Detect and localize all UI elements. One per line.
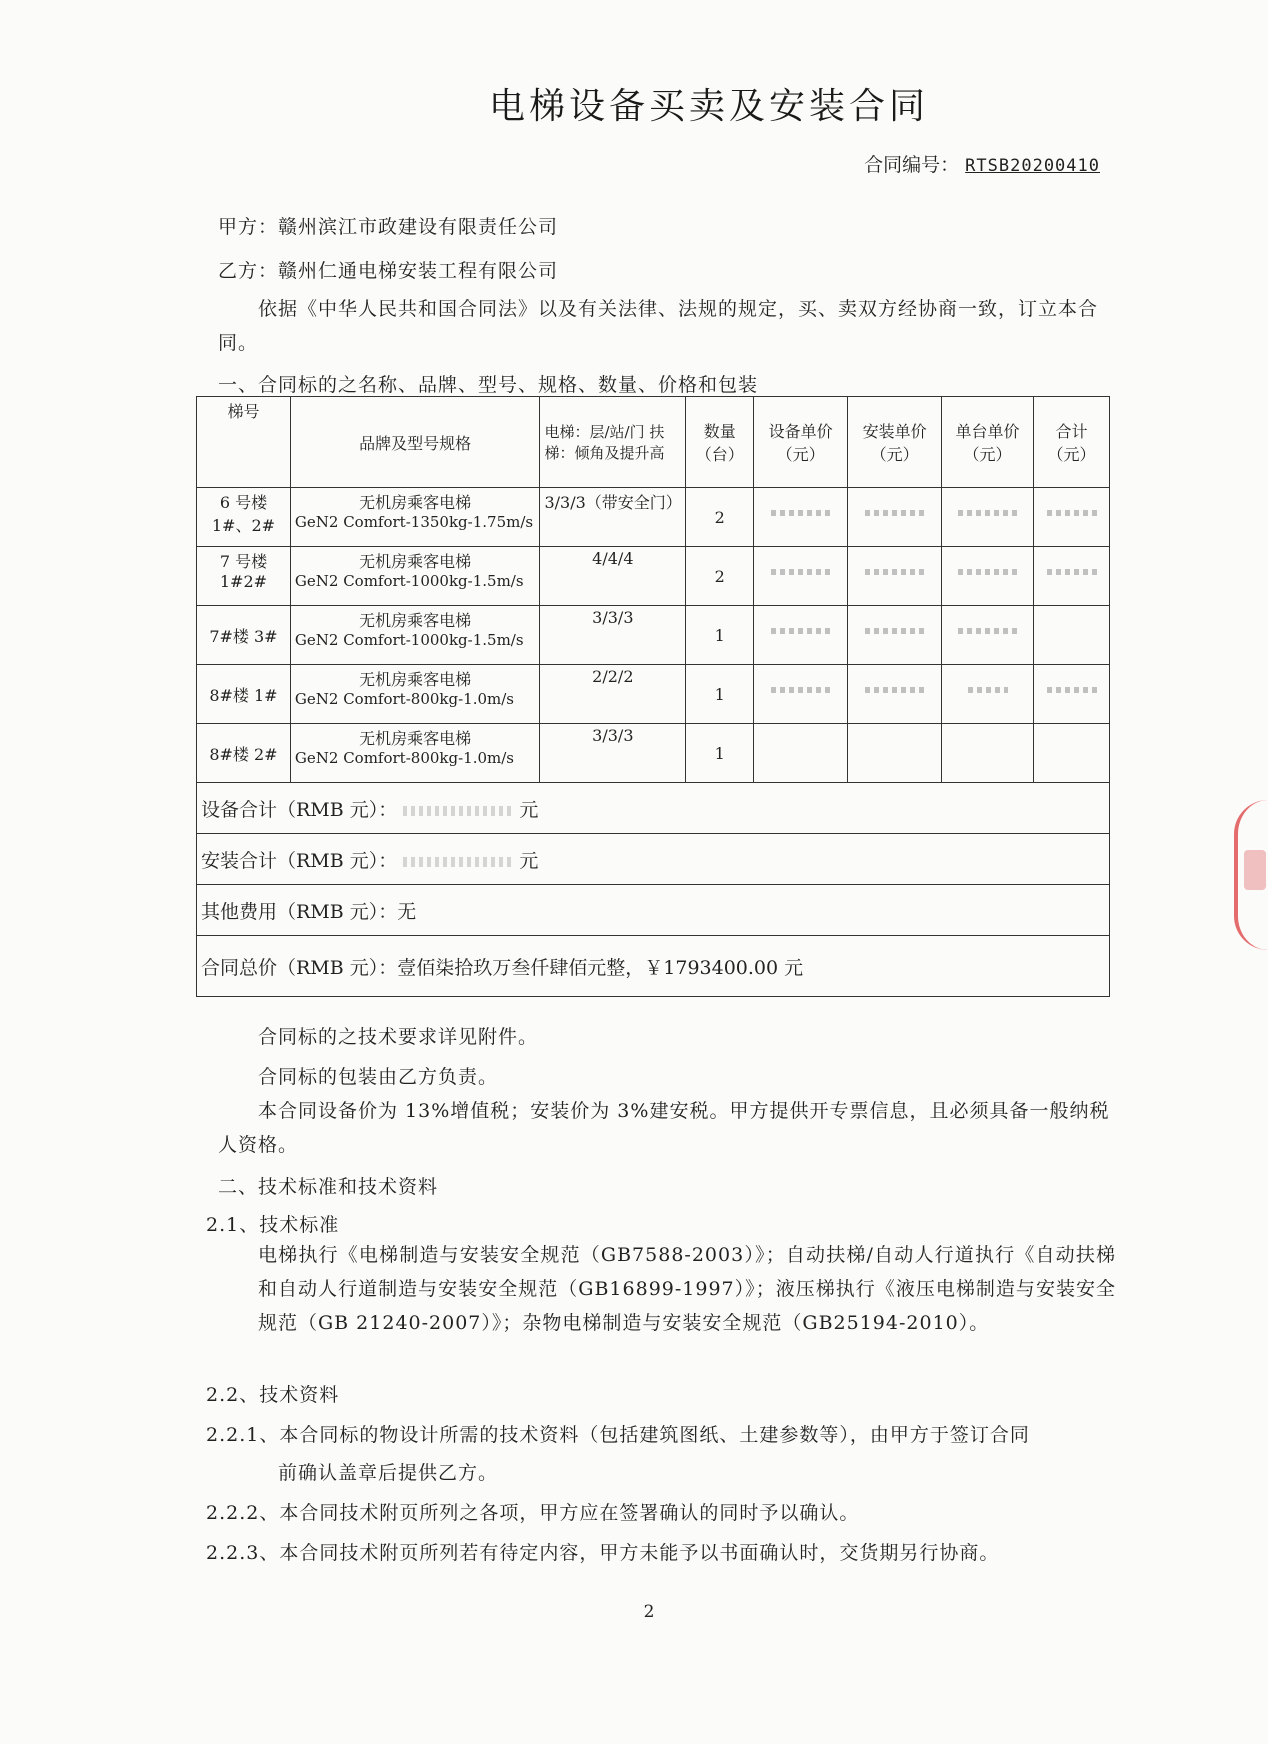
install-total-unit: 元 (519, 849, 539, 872)
section-2-2-2: 2.2.2、本合同技术附页所列之各项，甲方应在签署确认的同时予以确认。 (206, 1502, 860, 1524)
row-model: GeN2 Comfort-800kg-1.0m/s (294, 690, 515, 708)
install-total-label: 安装合计（RMB 元）： (201, 849, 398, 872)
section-2-2-3: 2.2.3、本合同技术附页所列若有待定内容，甲方未能予以书面确认时，交货期另行协商。 (206, 1542, 1000, 1564)
intro-paragraph: 依据《中华人民共和国合同法》以及有关法律、法规的规定，买、卖双方经协商一致，订立本合同。 (218, 298, 1099, 354)
red-seal-mark (1244, 850, 1266, 890)
table-row (197, 665, 1110, 724)
table-row (197, 724, 1110, 783)
table-row (197, 547, 1110, 606)
equip-total-label: 设备合计（RMB 元）： (201, 798, 398, 821)
elevator-spec-table (196, 396, 1110, 997)
col-header-floors: 电梯：层/站/门 扶梯：倾角及提升高 (540, 397, 686, 488)
contract-number-label: 合同编号： (864, 154, 960, 176)
row-qty: 2 (686, 547, 754, 606)
col-header-install-price: 安装单价（元） (848, 397, 942, 488)
row-name: 无机房乘客电梯 (359, 493, 472, 512)
section-2-heading: 二、技术标准和技术资料 (218, 1176, 439, 1198)
install-total (197, 834, 1110, 885)
section-2-1-text: 电梯执行《电梯制造与安装安全规范（GB7588-2003）》；自动扶梯/自动人行道执行《自动扶梯和自动人行道制造与安装安全规范（GB16899-1997）》；液压梯执行《液压电梯制造与安装安全规范（GB 21240-2007）》；杂物电梯制造与安装安全规范（GB25194-2010）。 (258, 1244, 1116, 1334)
col-header-brand: 品牌及型号规格 (290, 397, 540, 488)
row-floors: 3/3/3（带安全门） (540, 488, 686, 547)
row-equip-price (754, 606, 848, 665)
row-qty: 1 (686, 724, 754, 783)
redacted-value (403, 857, 513, 867)
row-model: GeN2 Comfort-1350kg-1.75m/s (294, 513, 534, 531)
row-equip-price (754, 665, 848, 724)
equip-total (197, 783, 1110, 834)
install-total-row (197, 834, 1110, 885)
row-name: 无机房乘客电梯 (359, 611, 472, 630)
page-number: 2 (643, 1602, 655, 1622)
row-equip-price (754, 488, 848, 547)
row-floors: 3/3/3 (540, 606, 686, 665)
row-floors: 4/4/4 (540, 547, 686, 606)
row-total (1034, 665, 1110, 724)
row-no: 8#楼 1# (197, 665, 291, 724)
contract-number-value: RTSB20200410 (965, 156, 1100, 176)
row-unit-price (942, 724, 1034, 783)
row-brand (290, 547, 540, 606)
row-total (1034, 488, 1110, 547)
paragraph-tax: 本合同设备价为 13%增值税；安装价为 3%建安税。甲方提供开专票信息，且必须具备一般纳税人资格。 (218, 1100, 1110, 1156)
document-title: 电梯设备买卖及安装合同 (488, 86, 929, 127)
equip-total-unit: 元 (519, 798, 539, 821)
row-model: GeN2 Comfort-1000kg-1.5m/s (294, 631, 524, 649)
row-unit-price (942, 606, 1034, 665)
contract-number (864, 150, 1100, 177)
row-total (1034, 547, 1110, 606)
row-no: 7#楼 3# (197, 606, 291, 665)
row-install-price (848, 547, 942, 606)
row-qty: 2 (686, 488, 754, 547)
grand-total-row (197, 936, 1110, 997)
row-install-price (848, 665, 942, 724)
table-row (197, 488, 1110, 547)
col-header-qty: 数量（台） (686, 397, 754, 488)
row-name: 无机房乘客电梯 (359, 729, 472, 748)
row-no: 7 号楼 1#2# (197, 547, 291, 606)
row-qty: 1 (686, 665, 754, 724)
table-header-row (197, 397, 1110, 488)
row-total (1034, 724, 1110, 783)
row-brand (290, 665, 540, 724)
col-header-total: 合计（元） (1034, 397, 1110, 488)
table-row (197, 606, 1110, 665)
section-2-2-heading: 2.2、技术资料 (206, 1384, 340, 1406)
row-install-price (848, 488, 942, 547)
row-equip-price (754, 724, 848, 783)
section-2-2-1-line1: 2.2.1、本合同标的物设计所需的技术资料（包括建筑图纸、土建参数等），由甲方于签订合同 (206, 1424, 1030, 1446)
section-2-2-1-line2: 前确认盖章后提供乙方。 (278, 1462, 499, 1484)
paragraph-packing: 合同标的包装由乙方负责。 (258, 1066, 499, 1088)
row-install-price (848, 724, 942, 783)
row-unit-price (942, 547, 1034, 606)
row-no: 8#楼 2# (197, 724, 291, 783)
row-unit-price (942, 488, 1034, 547)
row-floors: 3/3/3 (540, 724, 686, 783)
party-b: 乙方：赣州仁通电梯安装工程有限公司 (218, 260, 559, 282)
row-brand (290, 606, 540, 665)
col-header-no: 梯号 (197, 397, 291, 488)
row-name: 无机房乘客电梯 (359, 670, 472, 689)
row-brand (290, 724, 540, 783)
redacted-value (403, 806, 513, 816)
section-2-1-heading: 2.1、技术标准 (206, 1214, 340, 1236)
row-model: GeN2 Comfort-800kg-1.0m/s (294, 749, 515, 767)
row-model: GeN2 Comfort-1000kg-1.5m/s (294, 572, 524, 590)
paragraph-tech-req: 合同标的之技术要求详见附件。 (258, 1026, 539, 1048)
row-equip-price (754, 547, 848, 606)
other-fee: 其他费用（RMB 元）：无 (197, 885, 1110, 936)
col-header-equip-price: 设备单价（元） (754, 397, 848, 488)
col-header-unit-price: 单台单价（元） (942, 397, 1034, 488)
row-floors: 2/2/2 (540, 665, 686, 724)
row-unit-price (942, 665, 1034, 724)
row-brand (290, 488, 540, 547)
row-qty: 1 (686, 606, 754, 665)
row-install-price (848, 606, 942, 665)
grand-total: 合同总价（RMB 元）：壹佰柒拾玖万叁仟肆佰元整，￥1793400.00 元 (197, 936, 1110, 997)
row-total (1034, 606, 1110, 665)
equip-total-row (197, 783, 1110, 834)
section-1-heading: 一、合同标的之名称、品牌、型号、规格、数量、价格和包装 (218, 374, 759, 396)
row-name: 无机房乘客电梯 (359, 552, 472, 571)
row-no: 6 号楼 1#、2# (197, 488, 291, 547)
party-a: 甲方：赣州滨江市政建设有限责任公司 (218, 216, 559, 238)
other-fee-row (197, 885, 1110, 936)
